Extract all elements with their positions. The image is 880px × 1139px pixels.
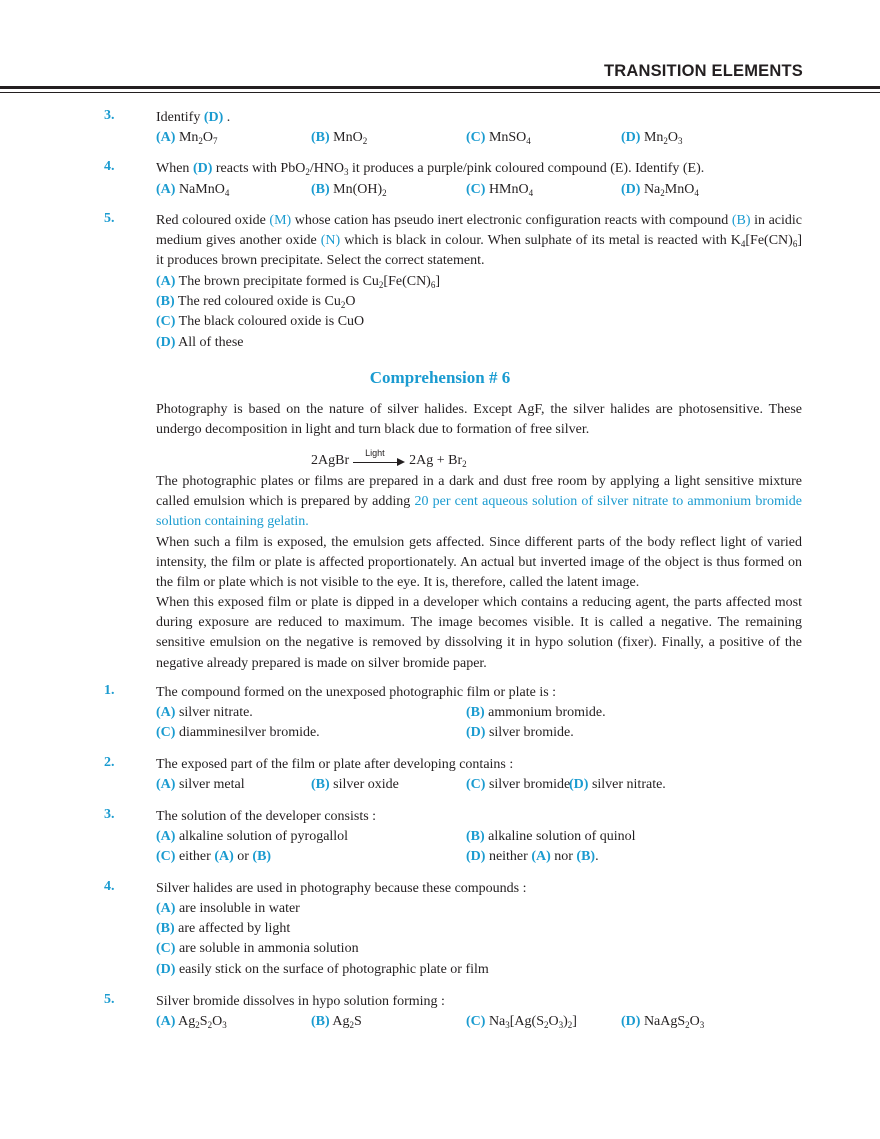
option-c[interactable]: (C) MnSO$_4$ (466, 130, 531, 146)
options (156, 899, 802, 980)
option-d[interactable]: (D) easily stick on the surface of photographic plate or film (156, 961, 489, 977)
option-d[interactable]: (D) All of these (156, 334, 244, 350)
question-stem: The solution of the developer consists : (156, 809, 377, 824)
option-d[interactable]: (D) $Mn_2O_3$ (621, 130, 683, 146)
option-c[interactable]: (C) silver bromide (466, 777, 571, 792)
option-b[interactable]: (B) silver oxide (311, 777, 399, 792)
option-d[interactable]: (D) neither (A) nor (B). (466, 849, 599, 864)
option-d[interactable]: (D) $Na_2MnO_4$ (621, 182, 699, 198)
header-rule-thin (0, 92, 880, 93)
question-number: 3. (104, 807, 115, 822)
question-number: 5. (104, 211, 115, 226)
question-number: 1. (104, 683, 115, 698)
option-a[interactable]: (A) NaMnO$_4$ (156, 182, 230, 198)
option-b[interactable]: (B) $Mn(OH)_2$ (311, 182, 387, 198)
options (156, 272, 802, 353)
option-c[interactable]: (C) The black coloured oxide is CuO (156, 314, 365, 330)
option-a[interactable]: (A) $Mn_2O_7$ (156, 130, 218, 146)
option-a[interactable]: (A) are insoluble in water (156, 901, 300, 916)
question-stem: Silver halides are used in photography because these compounds : (156, 881, 527, 896)
option-b[interactable]: (B) $Ag_2S$ (311, 1014, 362, 1030)
question-stem: When (D) reacts with $PbO_2/HNO_3$ it produces a purple/pink coloured compound (E). Identify (E). (156, 161, 705, 177)
reaction-condition: Light (365, 447, 385, 458)
option-a[interactable]: (A) The brown precipitate formed is $Cu_2[Fe(CN)_6]$ (156, 274, 441, 290)
question-number: 3. (104, 108, 115, 123)
option-d[interactable]: (D) silver bromide. (466, 725, 574, 740)
option-d[interactable]: (D) silver nitrate. (569, 777, 666, 792)
option-c[interactable]: (C) HMnO$_4$ (466, 182, 534, 198)
option-b[interactable]: (B) The red coloured oxide is $Cu_2O$ (156, 294, 356, 311)
question-stem: Silver bromide dissolves in hypo solution forming : (156, 994, 445, 1009)
chemical-reaction (311, 447, 467, 469)
comprehension-paragraph-2: The photographic plates or films are prepared in a dark and dust free room by applying a light sensitive mixture called emulsion which is prepared by adding 20 per cent aqueous solution of silver nitrate to ammonium bromide solution containing gelatin. (156, 474, 803, 530)
question-stem: Red coloured oxide (M) whose cation has pseudo inert electronic configuration reacts with compound (B) in acidic medium gives another oxide (N) which is black in colour. When sulphate of its metal is reacted with $K_4[Fe(CN)_6]$ it produces brown precipitate. Select the correct statement. (156, 213, 803, 269)
option-a[interactable]: (A) silver metal (156, 777, 245, 792)
option-c[interactable]: (C) diamminesilver bromide. (156, 725, 320, 740)
question-number: 5. (104, 992, 115, 1007)
question-stem: The exposed part of the film or plate after developing contains : (156, 757, 514, 772)
comprehension-paragraph-1: Photography is based on the nature of silver halides. Except AgF, the silver halides are photosensitive. These undergo decomposition in light and turn black due to formation of free silver. (156, 402, 802, 438)
comprehension-title: Comprehension # 6 (369, 368, 511, 387)
option-a[interactable]: (A) alkaline solution of pyrogallol (156, 829, 349, 844)
header-rule-thick (0, 86, 880, 89)
option-d[interactable]: (D) $NaAgS_2O_3$ (621, 1014, 705, 1030)
page-header-title: TRANSITION ELEMENTS (603, 62, 803, 80)
option-a[interactable]: (A) $Ag_2S_2O_3$ (156, 1014, 227, 1030)
option-b[interactable]: (B) MnO$_2$ (311, 130, 368, 146)
option-c[interactable]: (C) either (A) or (B) (156, 849, 272, 864)
option-c[interactable]: (C) are soluble in ammonia solution (156, 941, 359, 957)
comprehension-paragraph-3: When such a film is exposed, the emulsion gets affected. Since different parts of the body reflect light of varied intensity, the film or plate is affected proportionately. An actual but inverted image of the object is thus formed on the film or plate which is not visible to the eye. It is, therefore, called the latent image. (156, 535, 802, 591)
question-stem: Identify (D) . (156, 110, 231, 125)
option-a[interactable]: (A) silver nitrate. (156, 705, 253, 720)
reactant: 2AgBr (311, 453, 350, 468)
reaction-arrow (353, 447, 405, 468)
question-stem: The compound formed on the unexposed photographic film or plate is : (156, 685, 557, 700)
question-number: 4. (104, 159, 115, 174)
option-c[interactable]: (C) $Na_3[Ag(S_2O_3)_2]$ (466, 1014, 577, 1030)
option-b[interactable]: (B) alkaline solution of quinol (466, 829, 636, 844)
option-b[interactable]: (B) are affected by light (156, 921, 291, 937)
question-number: 2. (104, 755, 115, 770)
products: $2Ag + Br_2$ (409, 453, 467, 469)
comprehension-paragraph-4: When this exposed film or plate is dipped in a developer which contains a reducing agent, the parts affected most during exposure are reduced to maximum. The image becomes visible. It is called a negative. The remaining sensitive emulsion on the negative is removed by dissolving it in hypo solution (fixer). Finally, a positive of the negative already prepared is made on silver bromide paper. (156, 595, 802, 671)
option-b[interactable]: (B) ammonium bromide. (466, 705, 606, 720)
question-number: 4. (104, 879, 115, 894)
